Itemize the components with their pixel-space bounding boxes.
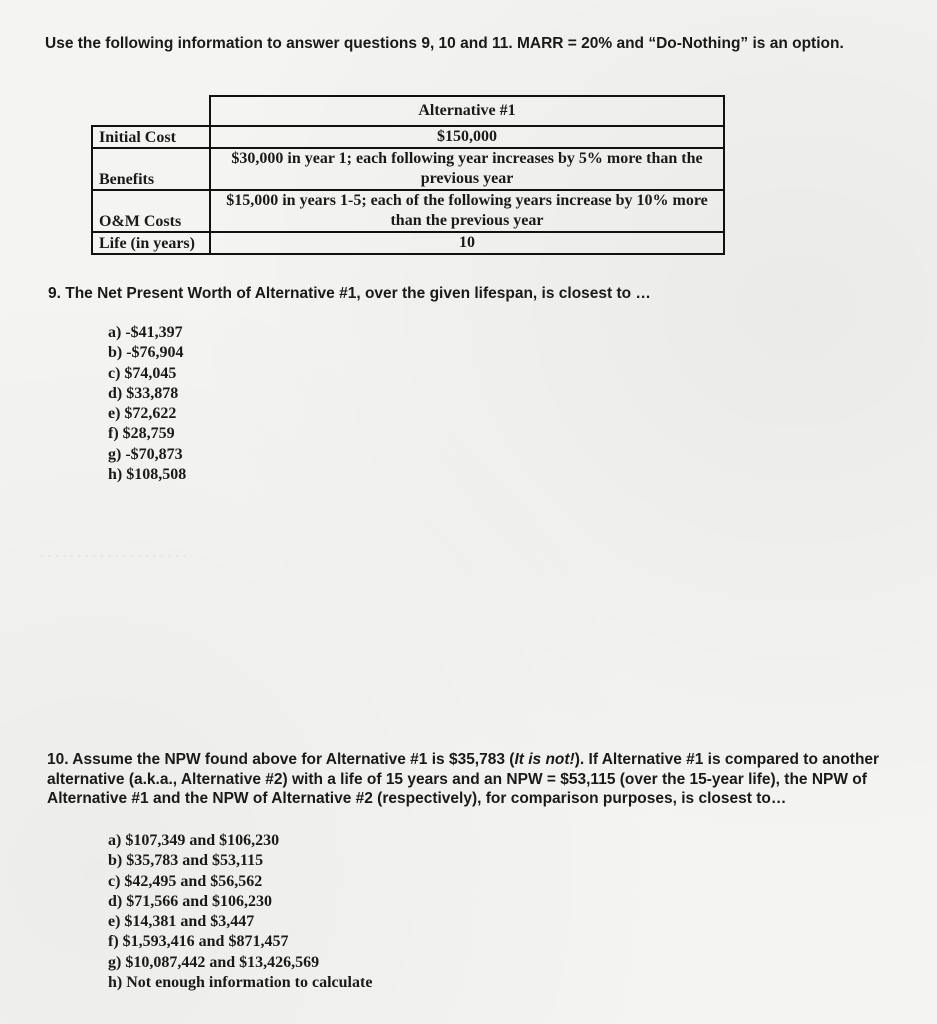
row-label: Initial Cost [92,126,210,148]
row-value: 10 [210,232,724,254]
question-10-emphasis: It is not! [514,751,575,768]
question-10-options [108,831,372,993]
row-value: $150,000 [210,126,724,148]
answer-option: f) $28,759 [108,425,175,443]
answer-option: e) $14,381 and $3,447 [108,913,255,931]
alternative-table [91,95,725,255]
answer-option: d) $71,566 and $106,230 [108,892,273,910]
answer-option: h) $108,508 [108,466,187,484]
table-row [92,232,724,254]
answer-option: f) $1,593,416 and $871,457 [108,933,289,951]
table-header: Alternative #1 [210,96,724,126]
answer-option: d) $33,878 [108,384,179,402]
row-value: $30,000 in year 1; each following year increases by 5% more than the previous year [210,148,724,190]
table-row [92,190,724,232]
answer-option: b) $35,783 and $53,115 [108,852,264,870]
table-row [92,126,724,148]
row-label: O&M Costs [92,190,210,232]
question-10-text-cont: ). If Alternative #1 is compared to another alternative (a.k.a., Alternative #2) with a life of 15 years and an NPW = $53,115 (over the 15-year life), the NPW of Alternative #1 and the NPW of Alternative #2 (respectively), for comparison purposes, is closest to… [47,751,880,807]
instructions: Use the following information to answer questions 9, 10 and 11. MARR = 20% and “Do-Nothing” is an option. [45,35,844,52]
answer-option: a) $107,349 and $106,230 [108,832,280,849]
answer-option: c) $74,045 [108,364,177,382]
answer-option: h) Not enough information to calculate [108,974,373,992]
row-label: Benefits [92,148,210,190]
table-header-row [92,96,724,126]
question-10 [47,750,907,809]
answer-option: g) -$70,873 [108,445,183,463]
answer-option: g) $10,087,442 and $13,426,569 [108,953,320,971]
table-corner-cell [92,96,210,126]
question-9-options [108,323,186,485]
row-label: Life (in years) [92,232,210,254]
table-row [92,148,724,190]
answer-option: c) $42,495 and $56,562 [108,872,263,890]
question-9: 9. The Net Present Worth of Alternative #1, over the given lifespan, is closest to … [48,285,651,302]
answer-option: e) $72,622 [108,405,177,423]
answer-option: a) -$41,397 [108,324,183,341]
question-10-text: 10. Assume the NPW found above for Alternative #1 is $35,783 ( [47,751,515,768]
answer-option: b) -$76,904 [108,344,184,362]
row-value: $15,000 in years 1-5; each of the following years increase by 10% more than the previous year [210,190,724,232]
